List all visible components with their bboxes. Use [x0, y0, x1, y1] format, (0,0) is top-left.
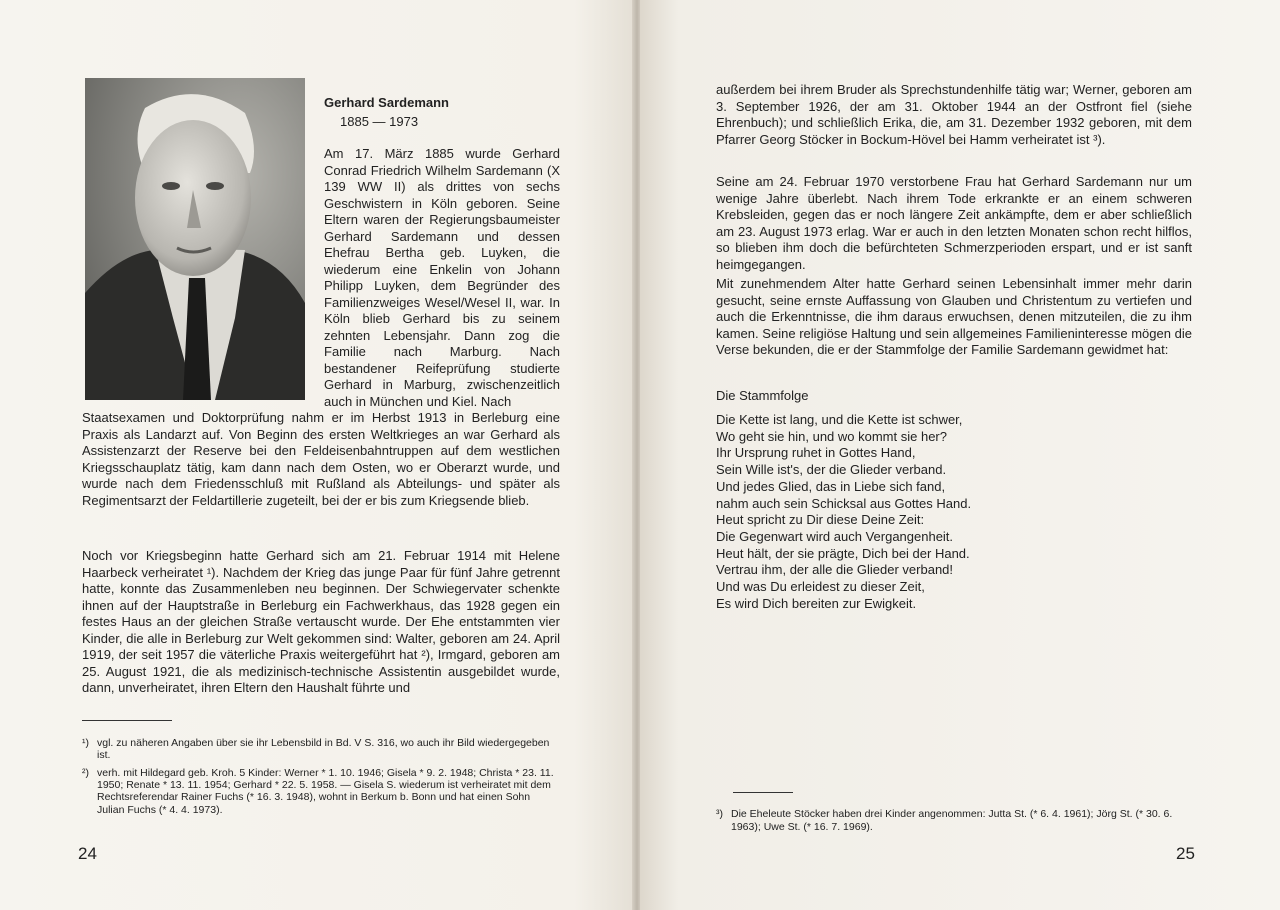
left-page: [0, 0, 638, 910]
poem-line: Heut spricht zu Dir diese Deine Zeit:: [716, 512, 925, 528]
footnote-1: [82, 737, 558, 761]
footnote-3: [716, 808, 1192, 833]
portrait-illustration: [85, 78, 305, 400]
footnote-2: [82, 767, 558, 816]
poem-line: Wo geht sie hin, und wo kommt sie her?: [716, 428, 947, 444]
poem: [716, 412, 971, 612]
poem-line: Die Kette ist lang, und die Kette ist schwer,: [716, 412, 963, 427]
right-paragraph-3: Mit zunehmendem Alter hatte Gerhard seinen Lebensinhalt immer mehr darin gesucht, seine ernste Auffassung von Glauben und Christentum zu vertiefen und auch die Erkenntnisse, die ihm daraus erwuchsen, denen mitzuteilen, die zu ihm kamen. Seine religiöse Haltung und sein allgemeines Familieninteresse mögen die Verse bekunden, die er der Stammfolge der Familie Sardemann gewidmet hat:: [716, 276, 1192, 357]
right-paragraph-1: außerdem bei ihrem Bruder als Sprechstundenhilfe tätig war; Werner, geboren am 3. September 1926, der am 31. Oktober 1944 an der Ostfront fiel (siehe Ehrenbuch); und schließlich Erika, die, am 31. Dezember 1932 geboren, mit dem Pfarrer Georg Stöcker in Bockum-Hövel bei Hamm verheiratet ist ³).: [716, 82, 1192, 147]
poem-line: Heut hält, der sie prägte, Dich bei der Hand.: [716, 545, 970, 561]
life-years: 1885 — 1973: [340, 114, 419, 129]
biography-heading: Gerhard Sardemann: [324, 95, 449, 110]
poem-line: nahm auch sein Schicksal aus Gottes Hand.: [716, 495, 972, 511]
poem-line: Und was Du erleidest zu dieser Zeit,: [716, 579, 925, 595]
footnote-3-text: Die Eheleute Stöcker haben drei Kinder angenommen: Jutta St. (* 6. 4. 1961); Jörg St. (* 30. 6. 1963); Uwe St. (* 16. 7. 1969).: [731, 808, 1173, 833]
footnote-divider: [82, 720, 172, 721]
biography-paragraph-continued: Staatsexamen und Doktorprüfung nahm er im Herbst 1913 in Berleburg eine Praxis als Landarzt auf. Von Beginn des ersten Weltkrieges an war Gerhard als Assistenzarzt der Reserve bei den Feldeisenbahntruppen auf dem westlichen Kriegsschauplatz tätig, kam dann nach dem Osten, wo er Oberarzt wurde, und wurde nach dem Friedensschluß mit Rußland als Abteilungs- und später als Regimentsarzt der Feldartillerie zugeteilt, bei der er bis zum Kriegsende blieb.: [82, 410, 560, 508]
right-paragraph-2: Seine am 24. Februar 1970 verstorbene Frau hat Gerhard Sardemann nur um wenige Jahre überlebt. Nach ihrem Tode erkrankte er an einem schweren Krebsleiden, gegen das er noch längere Zeit ankämpfte, dem er aber schließlich am 23. August 1973 erlag. War er auch in den letzten Monaten schon recht hilflos, so blieben ihm doch die befürchteten Schmerzperioden erspart, und er ist sanft heimgegangen.: [716, 174, 1192, 272]
poem-title: Die Stammfolge: [716, 388, 809, 403]
poem-line: Sein Wille ist's, der die Glieder verband.: [716, 462, 947, 478]
poem-line: Die Gegenwart wird auch Vergangenheit.: [716, 528, 954, 544]
poem-line: Es wird Dich bereiten zur Ewigkeit.: [716, 595, 917, 611]
biography-paragraph-2: Noch vor Kriegsbeginn hatte Gerhard sich am 21. Februar 1914 mit Helene Haarbeck verheiratet ¹). Nachdem der Krieg das junge Paar für fünf Jahre getrennt hatte, konnte das Zusammenleben neu beginnen. Der Schwiegervater schenkte ihnen auf der Hauptstraße in Berleburg ein Fachwerkhaus, das 1928 gegen ein festes Haus an der gleichen Straße vertauscht wurde. Der Ehe entstammten vier Kinder, die alle in Berleburg zur Welt gekommen sind: Walter, geboren am 24. April 1919, der seit 1957 die väterliche Praxis weitergeführt hat ²), Irmgard, geboren am 25. August 1921, die als medizinisch-technische Assistentin ausgebildet wurde, dann, unverheiratet, ihren Eltern den Haushalt führte und: [82, 548, 560, 695]
poem-line: Und jedes Glied, das in Liebe sich fand,: [716, 478, 946, 494]
footnote-3-mark: ³): [716, 808, 723, 820]
poem-line: Vertrau ihm, der alle die Glieder verband!: [716, 562, 954, 578]
biography-paragraph-start: Am 17. März 1885 wurde Gerhard Conrad Friedrich Wilhelm Sardemann (X 139 WW II) als drittes von sechs Geschwistern in Köln geboren. Seine Eltern waren der Regierungsbaumeister Gerhard Sardemann und dessen Ehefrau Bertha geb. Luyken, die wiederum eine Enkelin von Johann Philipp Luyken, dem Begründer des Familienzweiges Wesel/Wesel II, war. In Köln blieb Gerhard bis zu seinem zehnten Lebensjahr. Dann zog die Familie nach Marburg. Nach bestandener Reifeprüfung studierte Gerhard in Marburg, zwischenzeitlich auch in München und Kiel. Nach: [324, 146, 560, 409]
page-number-left: 24: [78, 844, 97, 863]
footnote-1-mark: ¹): [82, 737, 89, 749]
footnote-divider-right: [733, 792, 793, 793]
footnote-2-mark: ²): [82, 767, 89, 779]
portrait-photo: [85, 78, 305, 400]
poem-line: Ihr Ursprung ruhet in Gottes Hand,: [716, 445, 916, 461]
footnote-2-text: verh. mit Hildegard geb. Kroh. 5 Kinder: Werner * 1. 10. 1946; Gisela * 9. 2. 1948; Christa * 23. 11. 1950; Renate * 13. 11. 1954; Gerhard * 22. 5. 1958. — Gisela S. wiederum ist verheiratet mit dem Rechtsreferendar Rainer Fuchs (* 16. 3. 1948), wohnt in Berkum b. Bonn und hat einen Sohn Julian Fuchs (* 4. 4. 1973).: [97, 767, 554, 816]
page-number-right: 25: [1176, 844, 1195, 863]
footnote-1-text: vgl. zu näheren Angaben über sie ihr Lebensbild in Bd. V S. 316, wo auch ihr Bild wiedergegeben ist.: [97, 737, 550, 762]
